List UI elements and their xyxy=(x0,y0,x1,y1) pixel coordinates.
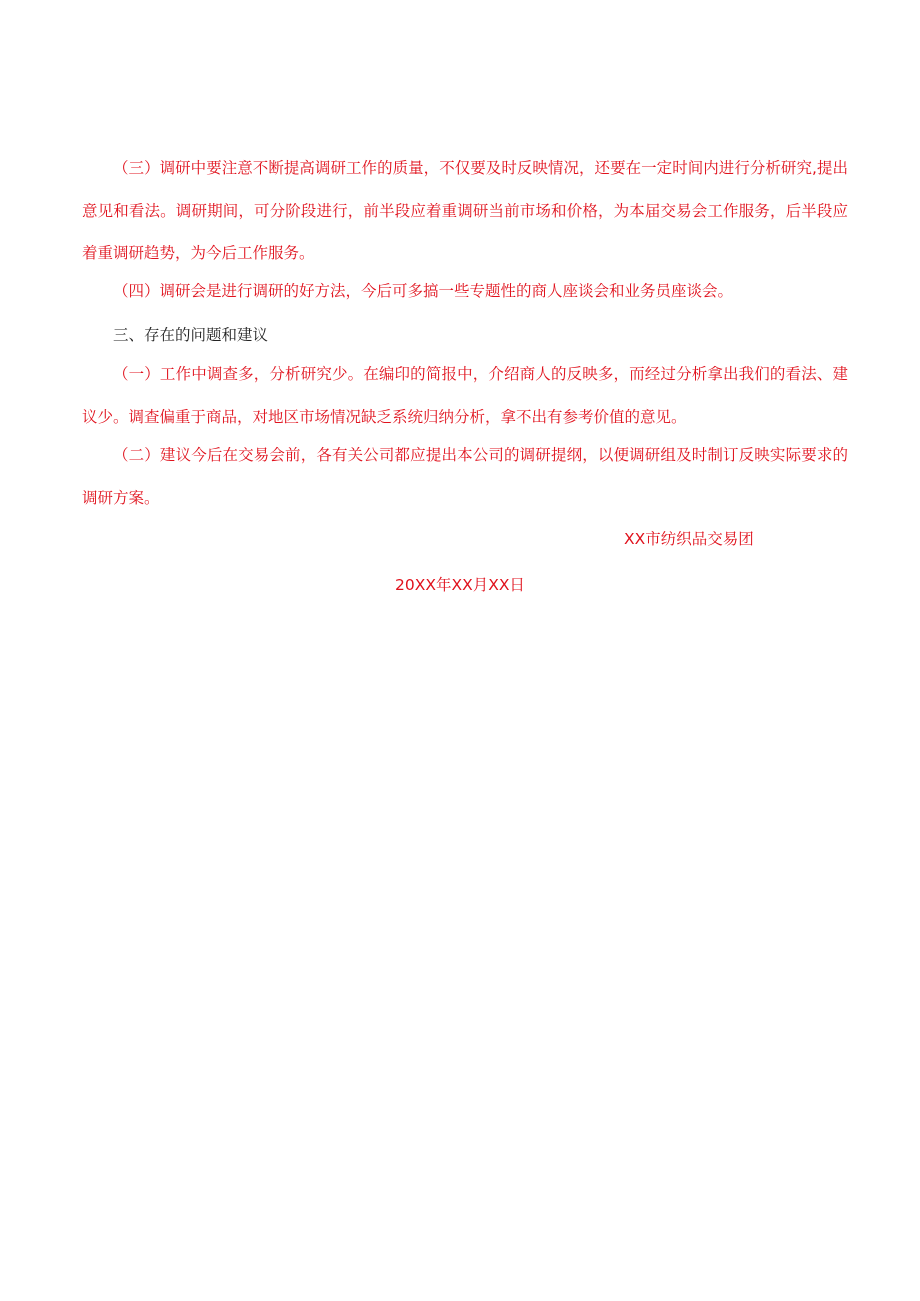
paragraph-issue-1: （一）工作中调查多，分析研究少。在编印的简报中，介绍商人的反映多，而经过分析拿出我们的看法、建议少。调查偏重于商品，对地区市场情况缺乏系统归纳分析，拿不出有参考价值的意见。 xyxy=(82,365,848,426)
document-date: 20XX年XX月XX日 xyxy=(395,576,525,594)
signature-organization: XX市纺织品交易团 xyxy=(624,530,754,548)
paragraph-item-3: （三）调研中要注意不断提高调研工作的质量，不仅要及时反映情况，还要在一定时间内进行分析研究,提出意见和看法。调研期间，可分阶段进行，前半段应着重调研当前市场和价格，为本届交易会工作服务，后半段应着重调研趋势，为今后工作服务。 xyxy=(82,159,848,262)
paragraph-suggestion-2: （二）建议今后在交易会前，各有关公司都应提出本公司的调研提纲，以便调研组及时制订反映实际要求的调研方案。 xyxy=(82,446,848,507)
paragraph-item-4: （四）调研会是进行调研的好方法，今后可多搞一些专题性的商人座谈会和业务员座谈会。 xyxy=(113,282,734,300)
section-heading: 三、存在的问题和建议 xyxy=(113,326,269,344)
